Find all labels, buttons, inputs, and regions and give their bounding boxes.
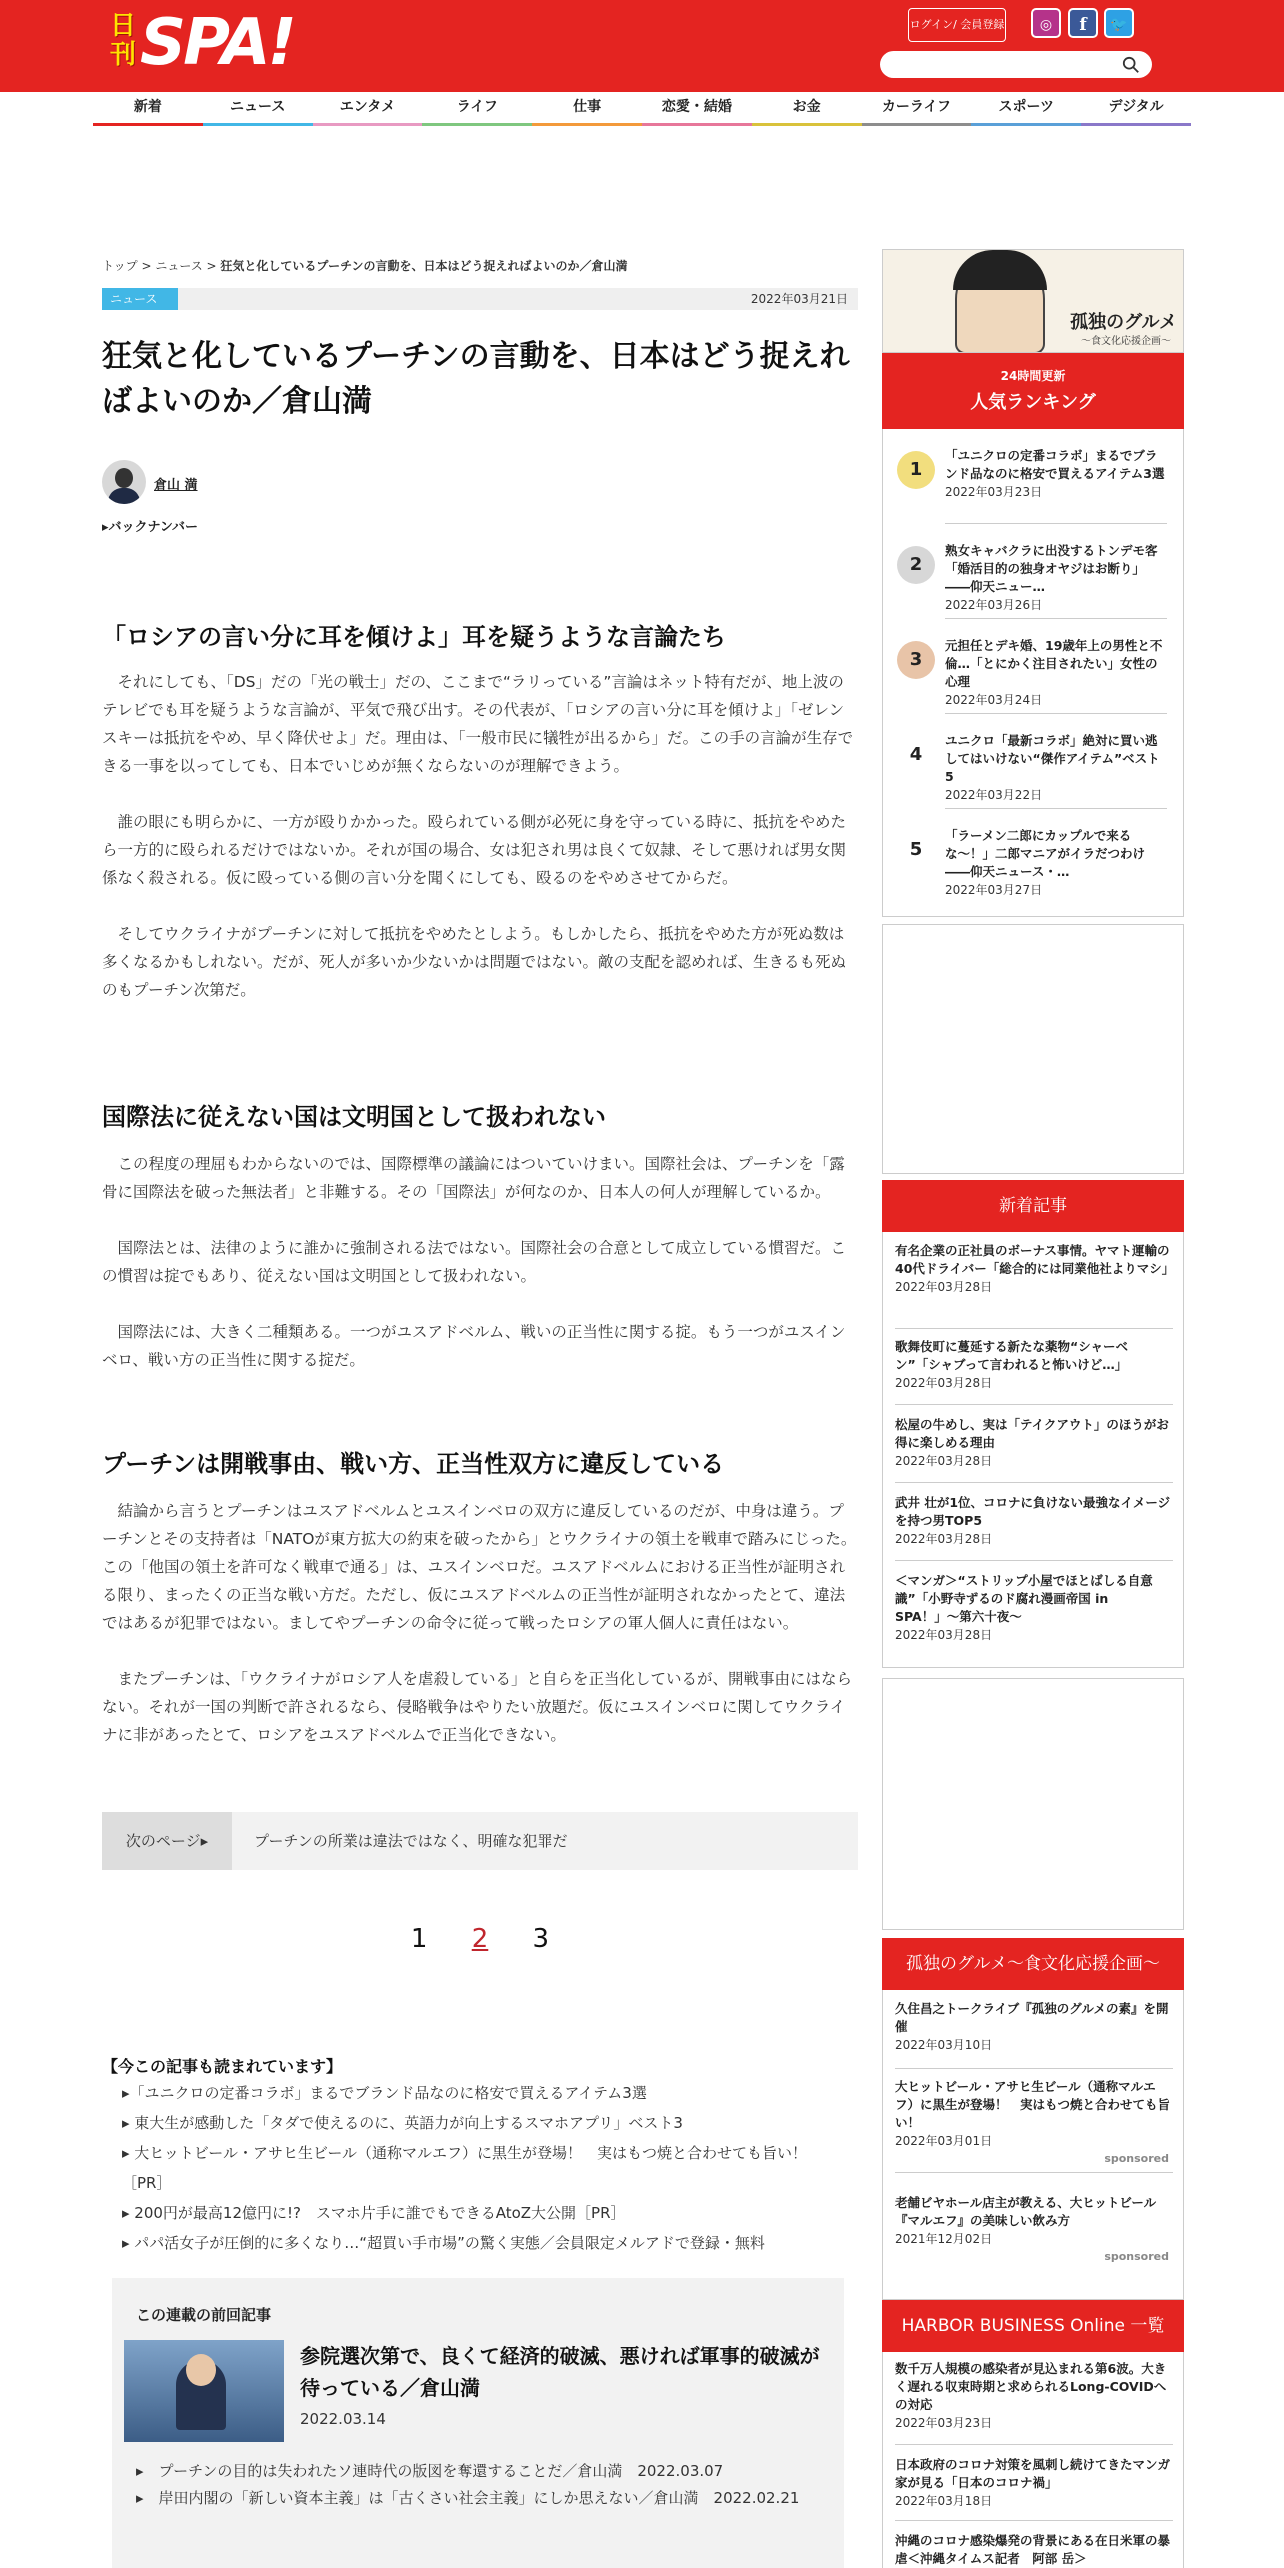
next-page-link[interactable] (102, 1812, 858, 1870)
gourmet-banner-title: 孤独のグルメ (1070, 312, 1177, 333)
rank-number: 2 (897, 546, 935, 584)
breadcrumb-current: 狂気と化しているプーチンの言動を、日本はどう捉えればよいのか／倉山満 (220, 259, 628, 273)
harbor-section-header: HARBOR BUSINESS Online 一覧 (882, 2300, 1184, 2352)
new-article-title[interactable]: 松屋の牛めし、実は「テイクアウト」のほうがお得に楽しめる理由 (895, 1417, 1169, 1450)
rank-title[interactable]: 「ユニクロの定番コラボ」まるでブランド品なのに格安で買えるアイテム3選 (945, 448, 1165, 481)
new-article-date: 2022年03月28日 (895, 1280, 993, 1294)
rank-date: 2022年03月22日 (945, 788, 1043, 802)
sponsored-label: sponsored (1104, 2250, 1169, 2263)
article-main (102, 256, 858, 535)
article-section-2 (102, 1100, 858, 1374)
also-read-list (122, 2078, 842, 2258)
site-header (0, 0, 1284, 92)
page-2-link[interactable]: 2 (471, 1924, 489, 1954)
nav-item-life[interactable]: ライフ (422, 92, 532, 126)
section-heading: 「ロシアの言い分に耳を傾けよ」耳を疑うような言論たち (102, 623, 726, 651)
breadcrumb-path[interactable]: トップ > ニュース > (102, 259, 221, 273)
article-title: 狂気と化しているプーチンの言動を、日本はどう捉えればよいのか／倉山満 (102, 339, 850, 419)
section-heading: 国際法に従えない国は文明国として扱われない (102, 1103, 606, 1131)
harbor-item[interactable] (895, 2532, 1173, 2568)
also-read-item[interactable]: ▸ 東大生が感動した「タダで使えるのに、英語力が向上するスマホアプリ」ベスト3 (122, 2114, 683, 2132)
new-article-date: 2022年03月28日 (895, 1376, 993, 1390)
sponsored-label: sponsored (1104, 2152, 1169, 2165)
ranking-item[interactable] (883, 714, 1185, 809)
pagination (102, 1924, 858, 1954)
gourmet-section-list (882, 1990, 1184, 2300)
previous-date: 2022.03.14 (300, 2410, 386, 2428)
nav-item-entame[interactable]: エンタメ (313, 92, 423, 126)
new-articles-header: 新着記事 (882, 1180, 1184, 1232)
harbor-item-title[interactable]: 沖縄のコロナ感染爆発の背景にある在日米軍の暴虐＜沖縄タイムス記者 阿部 岳＞ (895, 2533, 1171, 2566)
logo-spa: SPA! (140, 6, 294, 80)
also-read-item[interactable]: ▸「ユニクロの定番コラボ」まるでブランド品なのに格安で買えるアイテム3選 (122, 2084, 647, 2102)
next-page-title[interactable]: プーチンの所業は違法ではなく、明確な犯罪だ (254, 1832, 568, 1850)
rank-number: 5 (909, 839, 923, 860)
harbor-item-title[interactable]: 日本政府のコロナ対策を風刺し続けてきたマンガ家が見る「日本のコロナ禍」 (895, 2457, 1171, 2490)
rank-title[interactable]: 元担任とデキ婚、19歳年上の男性と不倫…「とにかく注目されたい」女性の心理 (945, 638, 1163, 689)
new-article-title[interactable]: ＜マンガ＞“ストリップ小屋でほとばしる自意識”「小野寺ずるのド腐れ漫画帝国 in SPA！」〜第六十夜〜 (895, 1573, 1153, 1624)
twitter-icon[interactable]: 🐦 (1104, 8, 1134, 38)
ranking-header (882, 353, 1184, 429)
nav-item-sports[interactable]: スポーツ (971, 92, 1081, 126)
gourmet-item-title[interactable]: 老舗ビヤホール店主が教える、大ヒットビール『マルエフ』の美味しい飲み方 (895, 2195, 1157, 2228)
gourmet-item[interactable] (895, 2000, 1173, 2054)
also-read-title: 【今この記事も読まれています】 (102, 2057, 343, 2076)
ad-slot[interactable] (882, 1678, 1184, 1930)
author-name[interactable]: 倉山 満 (154, 478, 198, 493)
facebook-icon[interactable]: f (1068, 8, 1098, 38)
new-article-date: 2022年03月28日 (895, 1454, 993, 1468)
also-read-item[interactable]: ▸ 大ヒットビール・アサヒ生ビール（通称マルエフ）に黒生が登場！ 実はもつ焼と合わせても旨い！［PR］ (122, 2144, 808, 2192)
paragraph: 国際法とは、法律のように誰かに強制される法ではない。国際社会の合意として成立している慣習だ。この慣習は掟でもあり、従えない国は文明国として扱われない。 (102, 1239, 847, 1285)
new-article-item[interactable] (895, 1416, 1173, 1470)
gourmet-item-title[interactable]: 久住昌之トークライブ『孤独のグルメの素』を開催 (895, 2001, 1169, 2034)
gourmet-item[interactable] (895, 2194, 1173, 2248)
ranking-update: 24時間更新 (1000, 369, 1066, 383)
breadcrumb (102, 256, 858, 276)
article-section-3 (102, 1447, 858, 1749)
ranking-item[interactable] (883, 809, 1185, 904)
main-nav (93, 92, 1191, 126)
rank-date: 2022年03月23日 (945, 485, 1043, 499)
gourmet-item[interactable] (895, 2078, 1173, 2150)
ranking-title: 人気ランキング (970, 392, 1096, 413)
paragraph: それにしても、「DS」だの「光の戦士」だの、ここまで“ラリっている”言論はネット特有だが、地上波のテレビでも耳を疑うような言論が、平気で飛び出す。その代表が、「ロシアの言い分に耳を傾けよ」「ゼレンスキーは抵抗をやめ、早く降伏せよ」だ。理由は、「一般市民に犠牲が出るから」だ。この手の言論が生存できる一事を以ってしても、日本でいじめが無くならないのが理解できよう。 (102, 673, 854, 775)
ranking-item[interactable] (883, 429, 1185, 524)
new-article-title[interactable]: 有名企業の正社員のボーナス事情。ヤマト運輸の40代ドライバー「総合的には同業他社よりマシ」 (895, 1243, 1175, 1276)
article-section-1 (102, 620, 858, 1004)
rank-number: 4 (909, 744, 923, 765)
rank-number: 1 (897, 451, 935, 489)
search-input[interactable] (894, 55, 1114, 74)
section-heading: プーチンは開戦事由、戦い方、正当性双方に違反している (102, 1450, 725, 1478)
search-box (880, 51, 1152, 78)
category-badge[interactable]: ニュース (102, 288, 178, 310)
paragraph: 国際法には、大きく二種類ある。一つがユスアドベルム、戦いの正当性に関する掟。もう一つがユスインベロ、戦い方の正当性に関する掟だ。 (102, 1323, 846, 1369)
author-block (102, 460, 858, 504)
article-meta-bar (102, 288, 858, 310)
harbor-item-title[interactable]: 数千万人規模の感染者が見込まれる第6波。大きく遅れる収束時期と求められるLong-COVIDへの対応 (895, 2361, 1167, 2412)
rank-date: 2022年03月24日 (945, 693, 1043, 707)
publish-date: 2022年03月21日 (750, 292, 848, 306)
rank-number: 3 (897, 641, 935, 679)
rank-date: 2022年03月26日 (945, 598, 1043, 612)
new-article-item[interactable] (895, 1494, 1173, 1548)
previous-heading: この連載の前回記事 (136, 2306, 272, 2324)
nav-item-new[interactable]: 新着 (93, 92, 203, 126)
ranking-list (882, 429, 1184, 917)
previous-list (136, 2458, 826, 2512)
nav-item-love[interactable]: 恋愛・結婚 (642, 92, 752, 126)
new-article-item[interactable] (895, 1338, 1173, 1392)
gourmet-banner-sub: 〜食文化応援企画〜 (1081, 336, 1171, 347)
harbor-item-date: 2022年03月18日 (895, 2494, 993, 2508)
new-article-title[interactable]: 武井 壮が1位、コロナに負けない最強なイメージを持つ男TOP5 (895, 1495, 1171, 1528)
new-article-item[interactable] (895, 1242, 1173, 1296)
next-page-label[interactable]: 次のページ▸ (102, 1812, 232, 1870)
gourmet-banner[interactable] (882, 249, 1184, 353)
also-read-item[interactable]: ▸ パパ活女子が圧倒的に多くなり…“超買い手市場”の驚く実態／会員限定メルアドで登録・無料 (122, 2234, 765, 2252)
previous-item[interactable]: ▸ 岸田内閣の「新しい資本主義」は「古くさい社会主義」にしか思えない／倉山満 2022.02.21 (136, 2489, 800, 2507)
new-article-date: 2022年03月28日 (895, 1628, 993, 1642)
rank-title[interactable]: 「ラーメン二郎にカップルで来るな〜！」二郎マニアがイラだつわけ――仰天ニュース・… (945, 828, 1146, 879)
gourmet-item-date: 2021年12月02日 (895, 2232, 993, 2246)
harbor-item[interactable] (895, 2456, 1173, 2510)
rank-title[interactable]: ユニクロ「最新コラボ」絶対に買い逃してはいけない“傑作アイテム”ベスト5 (945, 733, 1160, 784)
nav-item-digital[interactable]: デジタル (1081, 92, 1191, 126)
paragraph: またプーチンは、「ウクライナがロシア人を虐殺している」と自らを正当化しているが、開戦事由にはならない。それが一国の判断で許されるなら、侵略戦争はやりたい放題だ。仮にユスインベロに関してウクライナに非があったとて、ロシアをユスアドベルムで正当化できない。 (102, 1670, 853, 1744)
new-article-date: 2022年03月28日 (895, 1532, 993, 1546)
backnumber-link[interactable]: ▸バックナンバー (102, 520, 198, 535)
paragraph: そしてウクライナがプーチンに対して抵抗をやめたとしよう。もしかしたら、抵抗をやめた方が死ぬ数は多くなるかもしれない。だが、死人が多いか少ないかは問題ではない。敵の支配を認めれば、生きるも死ぬのもプーチン次第だ。 (102, 925, 847, 999)
previous-article-box (112, 2278, 844, 2568)
harbor-item[interactable] (895, 2360, 1173, 2432)
ranking-item[interactable] (883, 619, 1185, 714)
previous-item[interactable]: ▸ プーチンの目的は失われたソ連時代の版図を奪還することだ／倉山満 2022.03.07 (136, 2462, 724, 2480)
nav-item-carlife[interactable]: カーライフ (862, 92, 972, 126)
nav-item-work[interactable]: 仕事 (532, 92, 642, 126)
previous-thumbnail[interactable] (124, 2340, 284, 2442)
ranking-item[interactable] (883, 524, 1185, 619)
gourmet-item-date: 2022年03月10日 (895, 2038, 993, 2052)
gourmet-section-header: 孤独のグルメ～食文化応援企画～ (882, 1938, 1184, 1990)
site-logo[interactable] (110, 6, 294, 80)
also-read-item[interactable]: ▸ 200円が最高12億円に!? スマホ片手に誰でもできるAtoZ大公開［PR］ (122, 2204, 626, 2222)
author-avatar[interactable] (102, 460, 146, 504)
search-icon[interactable] (1122, 56, 1140, 74)
nav-item-money[interactable]: お金 (752, 92, 862, 126)
new-article-title[interactable]: 歌舞伎町に蔓延する新たな薬物“シャーベン”「シャブって言われると怖いけど…」 (895, 1339, 1128, 1372)
login-button[interactable]: ログイン/ 会員登録 (908, 8, 1006, 42)
gourmet-item-title[interactable]: 大ヒットビール・アサヒ生ビール（通称マルエフ）に黒生が登場！ 実はもつ焼と合わせても旨い！ (895, 2079, 1171, 2130)
harbor-section-list (882, 2352, 1184, 2568)
new-articles-list (882, 1232, 1184, 1668)
rank-title[interactable]: 熟女キャバクラに出没するトンデモ客「婚活目的の独身オヤジはお断り」――仰天ニュー… (945, 543, 1158, 594)
instagram-icon[interactable]: ◎ (1031, 8, 1061, 38)
ad-slot[interactable] (882, 924, 1184, 1174)
page-1: 1 (410, 1924, 428, 1954)
logo-nikkan: 日刊 (110, 11, 137, 70)
paragraph: 結論から言うとプーチンはユスアドベルムとユスインベロの双方に違反しているのだが、中身は違う。プーチンとその支持者は「NATOが東方拡大の約束を破ったから」とウクライナの領土を戦車で踏みにじった。この「他国の領土を許可なく戦車で通る」は、ユスインベロだ。ユスアドベルムにおける正当性が証明される限り、まったくの正当な戦い方だ。ただし、仮にユスアドベルムの正当性が証明されなかったとて、違法ではあるが犯罪ではない。ましてやプーチンの命令に従って戦ったロシアの軍人個人に責任はない。 (102, 1502, 857, 1632)
nav-item-news[interactable]: ニュース (203, 92, 313, 126)
new-article-item[interactable] (895, 1572, 1173, 1644)
previous-title[interactable]: 参院選次第で、良くて経済的破滅、悪ければ軍事的破滅が待っている／倉山満 (300, 2344, 820, 2400)
page-3-link[interactable]: 3 (532, 1924, 550, 1954)
rank-date: 2022年03月27日 (945, 883, 1043, 897)
harbor-item-date: 2022年03月23日 (895, 2416, 993, 2430)
paragraph: 誰の眼にも明らかに、一方が殴りかかった。殴られている側が必死に身を守っている時に、抵抗をやめたら一方的に殴られるだけではないか。それが国の場合、女は犯され男は良くて奴隷、そして悪ければ男女関係なく殺される。仮に殴っている側の言い分を聞くにしても、殴るのをやめさせてからだ。 (102, 813, 847, 887)
paragraph: この程度の理屈もわからないのでは、国際標準の議論にはついていけまい。国際社会は、プーチンを「露骨に国際法を破った無法者」と非難する。その「国際法」が何なのか、日本人の何人が理解しているか。 (102, 1155, 845, 1201)
gourmet-item-date: 2022年03月01日 (895, 2134, 993, 2148)
